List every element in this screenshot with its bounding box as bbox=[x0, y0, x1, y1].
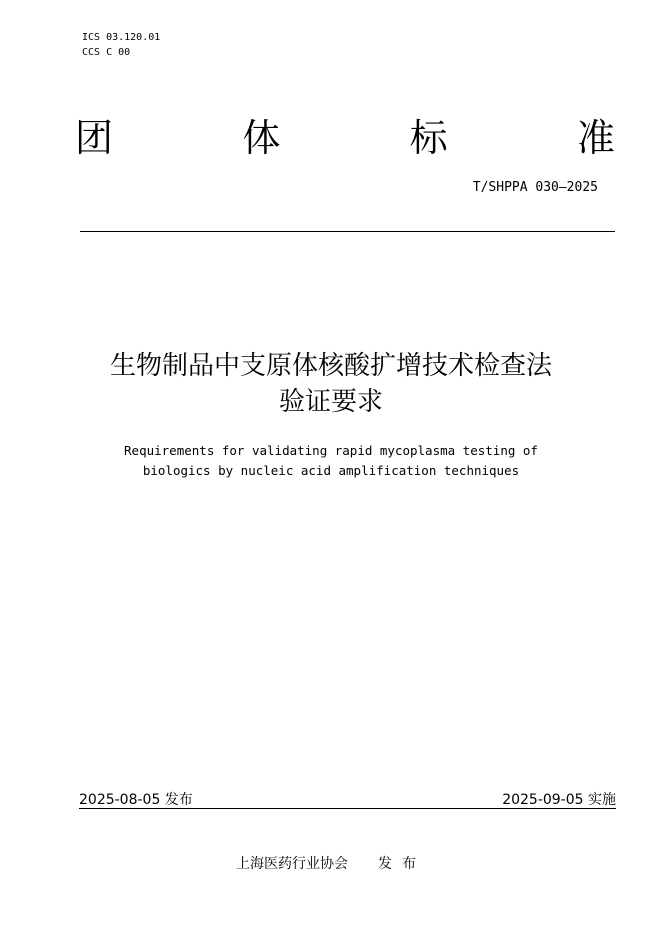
title-cn-line-2: 验证要求 bbox=[278, 387, 383, 417]
standard-type-char-4: 准 bbox=[576, 116, 615, 160]
ccs-code: CCS C 00 bbox=[82, 47, 131, 58]
title-en-line-2: biologics by nucleic acid amplification techniques bbox=[142, 463, 520, 478]
publish-date: 2025-08-05 发布 bbox=[79, 792, 193, 808]
issuer-action: 发布 bbox=[378, 856, 426, 872]
header-divider bbox=[80, 231, 615, 232]
standard-type-char-2: 体 bbox=[242, 116, 281, 160]
standard-code: T/SHPPA 030—2025 bbox=[472, 180, 598, 195]
issuer-name: 上海医药行业协会 bbox=[236, 856, 348, 872]
implementation-date: 2025-09-05 实施 bbox=[502, 792, 616, 808]
classification-codes bbox=[82, 30, 160, 60]
standard-type-char-3: 标 bbox=[409, 116, 448, 160]
document-title-chinese bbox=[60, 348, 602, 420]
standard-type-char-1: 团 bbox=[75, 116, 114, 160]
issuer-line bbox=[0, 853, 662, 873]
title-cn-line-1: 生物制品中支原体核酸扩增技术检查法 bbox=[109, 351, 552, 381]
document-title-english bbox=[60, 441, 602, 481]
footer-divider bbox=[79, 808, 616, 809]
title-en-line-1: Requirements for validating rapid mycoplasma testing of bbox=[124, 443, 538, 458]
standard-type-heading bbox=[75, 112, 615, 164]
ics-code: ICS 03.120.01 bbox=[82, 32, 161, 43]
